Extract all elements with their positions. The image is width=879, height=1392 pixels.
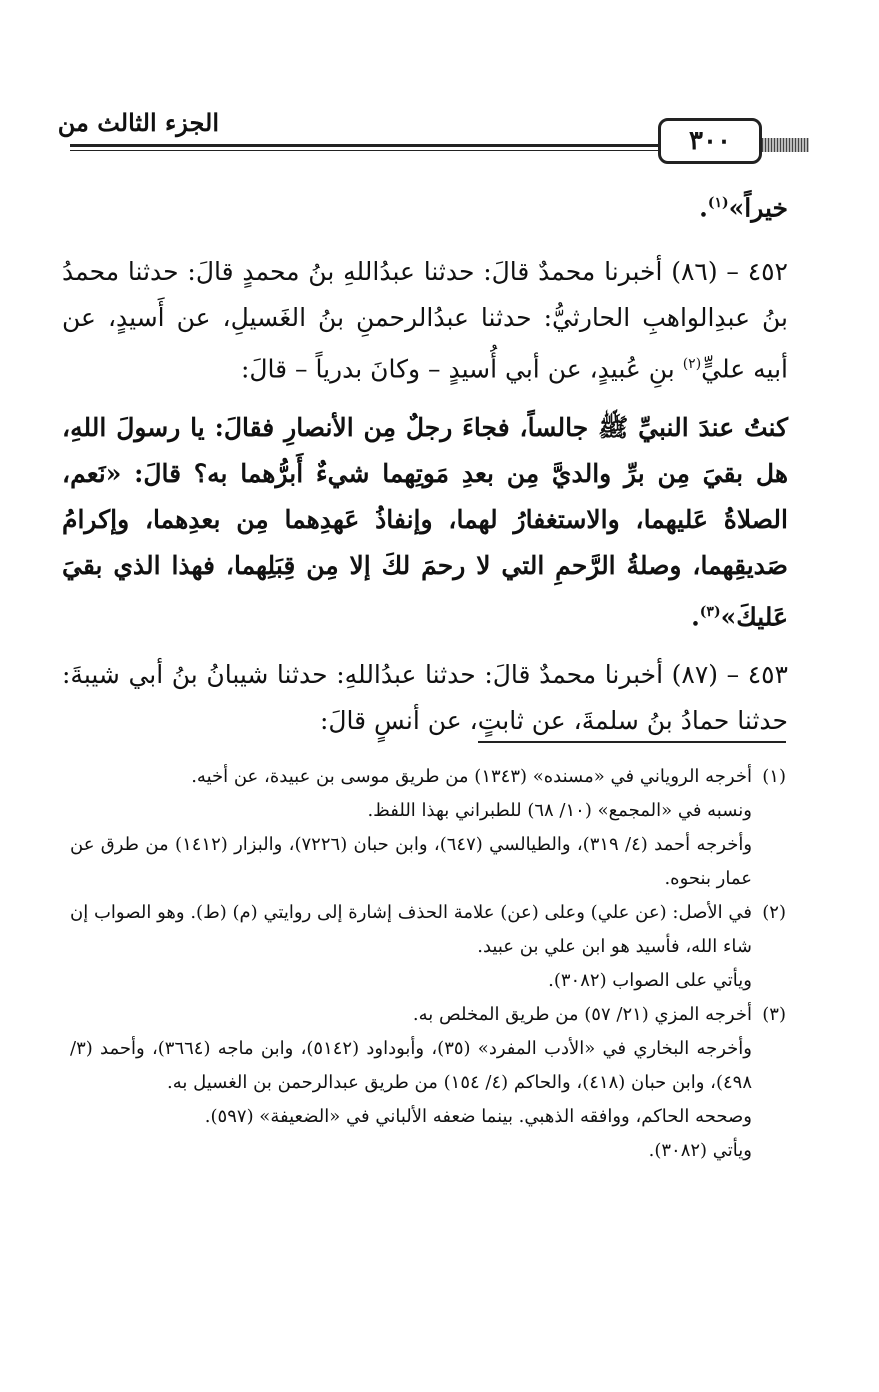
- footnotes: [70, 760, 786, 1168]
- header-rule: [70, 144, 739, 147]
- footnote-ref: (٢): [682, 356, 702, 373]
- footnote-separator: [478, 741, 786, 743]
- isnad-text-b: بنِ عُبيدٍ، عن أبي أُسيدٍ – وكانَ بدرياً – قالَ:: [240, 354, 683, 384]
- footnote-line: أخرجه المزي (٢١/ ٥٧) من طريق المخلص به.: [412, 1004, 752, 1025]
- footnote-number: (١): [762, 766, 786, 787]
- lead-text: خيراً»: [728, 193, 788, 223]
- hadith-452-matn: كنتُ عندَ النبيِّ ﷺ جالساً، فجاءَ رجلٌ مِن الأنصارِ فقالَ: يا رسولَ اللهِ، هل بقيَ مِن برِّ والديَّ مِن بعدِ مَوتِهما شيءٌ أَبرُّهما به؟ قالَ: «نَعم، الصلاةُ عَليهما، والاستغفارُ لهما، وإنفاذُ عَهدِهما مِن بعدِهما، وإكرامُ صَديقِهما، وصلةُ الرَّحمِ التي لا رحمَ لكَ إلا مِن قِبَلِهما، فهذا الذي بقيَ عَليكَ»$^{(٣)}$.: [62, 412, 788, 631]
- running-header-title: الجزء الثالث من: [57, 108, 219, 137]
- footnote-line: ويأتي (٣٠٨٢).: [648, 1140, 752, 1161]
- footnote-line: وأخرجه البخاري في «الأدب المفرد» (٣٥)، وأبوداود (٥١٤٢)، وابن ماجه (٣٦٦٤)، وأحمد (٣/ ٤٩٨)، وابن حبان (٤١٨)، والحاكم (٤/ ١٥٤) من طريق عبدالرحمن بن الغسيل به.: [70, 1038, 752, 1093]
- footnote-ref: (١): [707, 195, 729, 211]
- footnote-line: وأخرجه أحمد (٤/ ٣١٩)، والطيالسي (٦٤٧)، وابن حبان (٧٢٢٦)، والبزار (١٤١٢) من طرق عن عمار بنحوه.: [70, 834, 753, 889]
- footnote-line: أخرجه الروياني في «مسنده» (١٣٤٣) من طريق موسى بن عبيدة، عن أخيه.: [191, 766, 752, 787]
- footnote-number: (٣): [762, 1004, 786, 1025]
- hadith-453-isnad: ٤٥٣ – (٨٧) أخبرنا محمدٌ قالَ: حدثنا عبدُاللهِ: حدثنا شيبانُ بنُ أبي شيبةَ: حدثنا حمادُ بنُ سلمةَ، عن ثابتٍ، عن أنسٍ قالَ:: [62, 659, 788, 735]
- footnote-2: [70, 896, 786, 998]
- footnote-body: [70, 760, 752, 896]
- matn-text: كنتُ عندَ النبيِّ ﷺ جالساً، فجاءَ رجلٌ مِن الأنصارِ فقالَ: يا رسولَ اللهِ، هل بقيَ مِن برِّ والديَّ مِن بعدِ مَوتِهما شيءٌ أَبرُّهما به؟ قالَ: «نَعم، الصلاةُ عَليهما، والاستغفارُ لهما، وإنفاذُ عَهدِهما مِن بعدِهما، وإكرامُ صَديقِهما، وصلةُ الرَّحمِ التي لا رحمَ لكَ إلا مِن قِبَلِهما، فهذا الذي بقيَ عَليكَ»: [62, 412, 788, 631]
- footnote-line: وصححه الحاكم، ووافقه الذهبي. بينما ضعفه الألباني في «الضعيفة» (٥٩٧).: [204, 1106, 752, 1127]
- footnote-line: ونسبه في «المجمع» (١٠/ ٦٨) للطبراني بهذا اللفظ.: [367, 800, 752, 821]
- page-number: ٣٠٠: [658, 118, 762, 164]
- hadith-452-isnad: [62, 249, 788, 392]
- footnote-body: [70, 998, 752, 1168]
- footnote-line: في الأصل: (عن علي) وعلى (عن) علامة الحذف إشارة إلى روايتي (م) (ط). وهو الصواب إن شاء الله، فأسيد هو ابن علي بن عبيد.: [70, 902, 752, 957]
- footnote-number: (٢): [762, 902, 786, 923]
- lead-line: خيراً»$^{(١)}$.: [699, 193, 788, 223]
- footnote-1: [70, 760, 786, 896]
- footnote-body: [70, 896, 752, 998]
- isnad-text-a: ٤٥٢ – (٨٦) أخبرنا محمدٌ قالَ: حدثنا عبدُاللهِ بنُ محمدٍ قالَ: حدثنا محمدُ بنُ عبدِالواهبِ الحارثيُّ: حدثنا عبدُالرحمنِ بنُ الغَسيلِ، عن أَسيدٍ، عن أبيه عليٍّ: [62, 257, 788, 384]
- footnote-3: [70, 998, 786, 1168]
- footnote-line: ويأتي على الصواب (٣٠٨٢).: [548, 970, 752, 991]
- footnote-ref: (٣): [699, 603, 721, 620]
- header-rule-thin: [70, 150, 739, 151]
- main-text: [62, 180, 788, 744]
